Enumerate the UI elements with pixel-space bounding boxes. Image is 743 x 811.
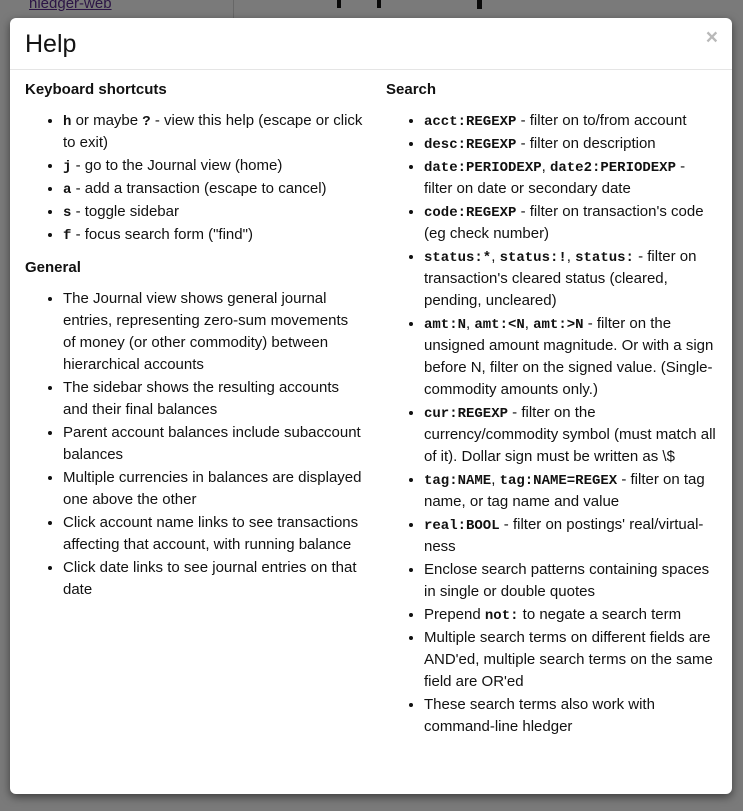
list-item: • a - add a transaction (escape to cancel) <box>63 178 364 200</box>
code-term: j <box>63 159 72 175</box>
section-heading: Keyboard shortcuts <box>25 81 167 98</box>
list-item: • These search terms also work with command-line hledger <box>424 694 717 738</box>
help-list <box>25 288 364 601</box>
list-item: • h or maybe ? - view this help (escape or click to exit) <box>63 110 364 154</box>
code-term: real:BOOL <box>424 518 500 534</box>
code-term: tag:NAME=REGEX <box>499 473 618 489</box>
modal-title: Help <box>25 30 77 58</box>
code-term: desc:REGEXP <box>424 137 517 153</box>
close-icon[interactable]: × <box>705 26 718 49</box>
code-term: status:* <box>424 250 492 266</box>
code-term: amt:>N <box>533 317 584 333</box>
help-modal <box>10 18 732 794</box>
list-item: • real:BOOL - filter on postings' real/virtual-ness <box>424 514 717 558</box>
code-term: date2:PERIODEXP <box>549 160 676 176</box>
list-item: • desc:REGEXP - filter on description <box>424 133 717 155</box>
list-item: • code:REGEXP - filter on transaction's code (eg check number) <box>424 201 717 245</box>
code-term: amt:<N <box>474 317 525 333</box>
list-item: • Multiple currencies in balances are displayed one above the other <box>63 467 364 511</box>
section-heading: General <box>25 259 81 276</box>
code-term: acct:REGEXP <box>424 114 517 130</box>
code-term: a <box>63 182 72 198</box>
modal-header <box>10 18 732 70</box>
code-term: code:REGEXP <box>424 205 517 221</box>
list-item: • Prepend not: to negate a search term <box>424 604 717 626</box>
list-item: • Parent account balances include subaccount balances <box>63 422 364 466</box>
code-term: cur:REGEXP <box>424 406 509 422</box>
help-list <box>25 110 364 246</box>
code-term: f <box>63 228 72 244</box>
help-column-right <box>386 80 717 742</box>
list-item: • j - go to the Journal view (home) <box>63 155 364 177</box>
code-term: status: <box>575 250 634 266</box>
list-item: • Click date links to see journal entries on that date <box>63 557 364 601</box>
list-item: • Enclose search patterns containing spaces in single or double quotes <box>424 559 717 603</box>
list-item: • The Journal view shows general journal entries, representing zero-sum movements of money (or other commodity) between hierarchical accounts <box>63 288 364 376</box>
code-term: ? <box>142 114 151 130</box>
help-list <box>386 110 717 738</box>
list-item: • tag:NAME, tag:NAME=REGEX - filter on tag name, or tag name and value <box>424 469 717 513</box>
code-term: status:! <box>499 250 567 266</box>
list-item: • date:PERIODEXP, date2:PERIODEXP - filter on date or secondary date <box>424 156 717 200</box>
list-item: • Multiple search terms on different fields are AND'ed, multiple search terms on the same field are OR'ed <box>424 627 717 693</box>
section-heading: Search <box>386 81 437 98</box>
list-item: • amt:N, amt:<N, amt:>N - filter on the unsigned amount magnitude. Or with a sign before N, filter on the signed value. (Single-commodity amounts only.) <box>424 313 717 401</box>
code-term: tag:NAME <box>424 473 492 489</box>
list-item: • status:*, status:!, status: - filter on transaction's cleared status (cleared, pending, uncleared) <box>424 246 717 312</box>
code-term: h <box>63 114 72 130</box>
code-term: amt:N <box>424 317 467 333</box>
list-item: • s - toggle sidebar <box>63 201 364 223</box>
modal-body <box>10 70 732 757</box>
list-item: • cur:REGEXP - filter on the currency/commodity symbol (must match all of it). Dollar sign must be written as \$ <box>424 402 717 468</box>
code-term: not: <box>484 608 519 624</box>
code-term: s <box>63 205 72 221</box>
list-item: • f - focus search form ("find") <box>63 224 364 246</box>
code-term: date:PERIODEXP <box>424 160 542 176</box>
list-item: • The sidebar shows the resulting accounts and their final balances <box>63 377 364 421</box>
list-item: • acct:REGEXP - filter on to/from account <box>424 110 717 132</box>
list-item: • Click account name links to see transactions affecting that account, with running balance <box>63 512 364 556</box>
help-column-left <box>25 80 386 742</box>
